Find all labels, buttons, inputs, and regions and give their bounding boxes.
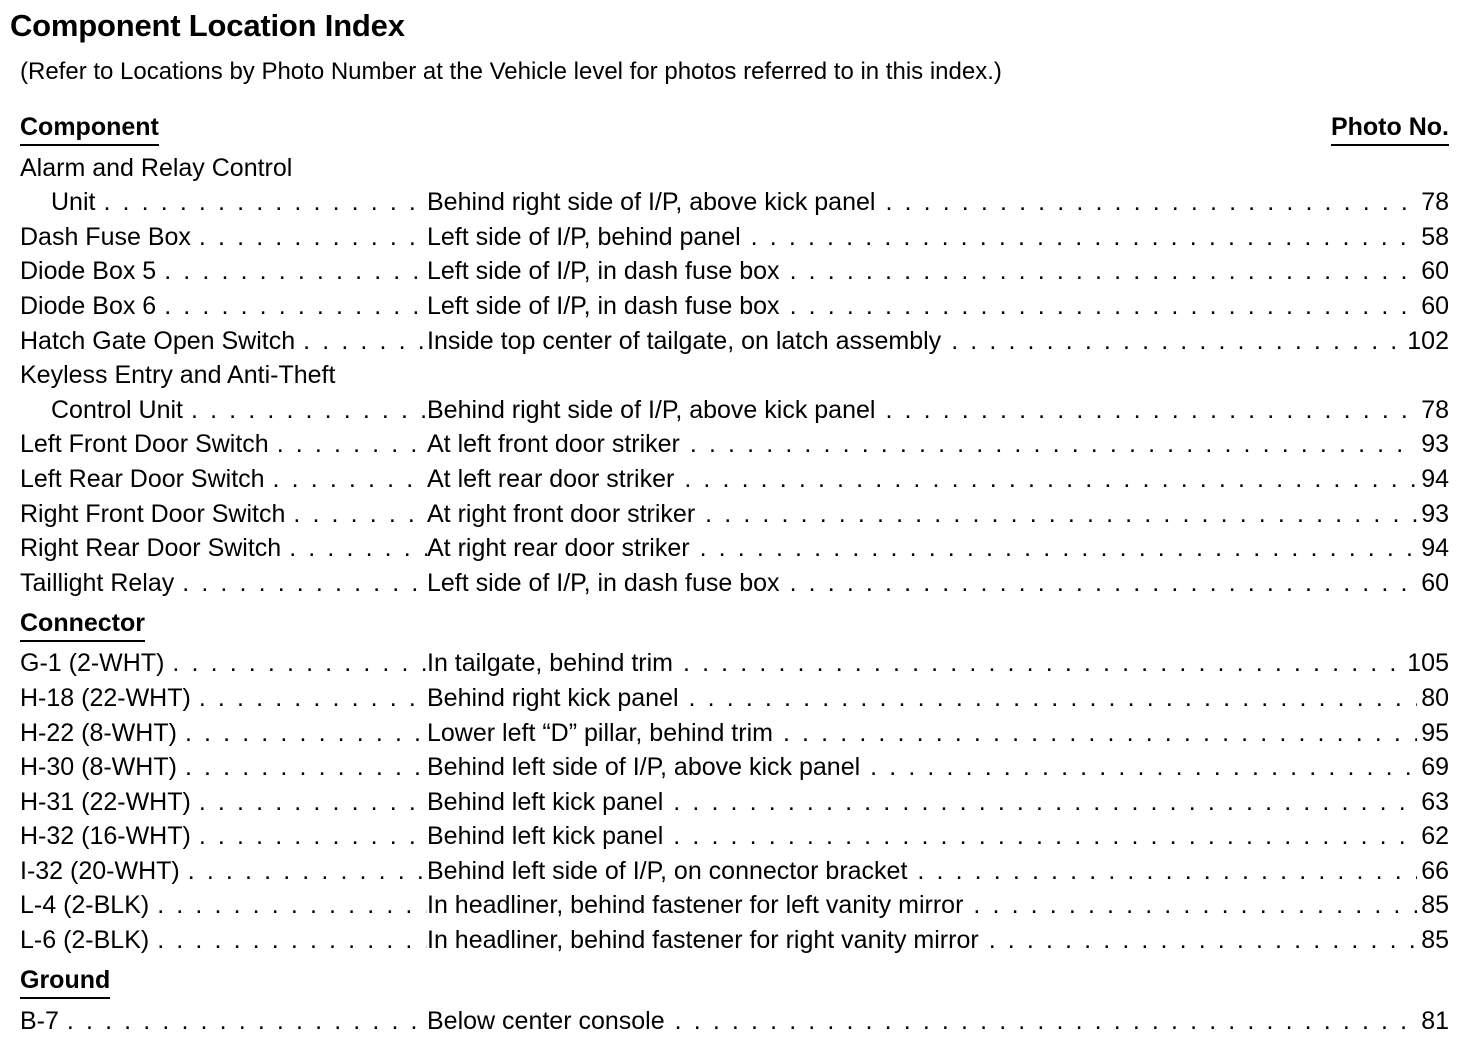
dot-leader xyxy=(790,568,1418,598)
location-text: At left front door striker xyxy=(427,430,680,459)
component-name: Diode Box 5 xyxy=(20,257,157,286)
component-list xyxy=(20,148,1449,598)
location-text: Behind right kick panel xyxy=(427,683,679,712)
component-name: Control Unit xyxy=(51,395,183,424)
location-cell xyxy=(427,683,1417,713)
dot-leader xyxy=(989,925,1418,955)
dot-leader xyxy=(157,925,427,955)
location-cell xyxy=(427,326,1403,356)
photo-number: 63 xyxy=(1421,787,1449,816)
dot-leader xyxy=(751,222,1418,252)
location-cell xyxy=(427,925,1417,955)
dot-leader xyxy=(199,222,427,252)
location-cell xyxy=(427,429,1417,459)
dot-leader xyxy=(951,326,1403,356)
list-item xyxy=(20,713,1449,748)
location-cell xyxy=(427,856,1417,886)
component-name: G-1 (2-WHT) xyxy=(20,649,165,678)
connector-header-row xyxy=(20,606,1449,644)
page-title: Component Location Index xyxy=(10,8,405,43)
photo-number: 85 xyxy=(1421,891,1449,920)
name-cell xyxy=(20,787,427,817)
component-name: H-30 (8-WHT) xyxy=(20,753,177,782)
location-text: At right front door striker xyxy=(427,499,696,528)
photo-number: 78 xyxy=(1421,395,1449,424)
location-cell xyxy=(427,187,1417,217)
dot-leader xyxy=(700,533,1418,563)
location-cell xyxy=(427,568,1417,598)
dot-leader xyxy=(885,187,1417,217)
location-cell xyxy=(427,648,1403,678)
list-item-heading-line xyxy=(20,148,1449,183)
location-text: Left side of I/P, in dash fuse box xyxy=(427,257,780,286)
name-cell xyxy=(20,256,427,286)
name-cell xyxy=(20,1006,427,1036)
component-name: Hatch Gate Open Switch xyxy=(20,326,296,355)
name-cell xyxy=(20,395,427,425)
component-name: Right Front Door Switch xyxy=(20,499,286,528)
dot-leader xyxy=(684,464,1417,494)
dot-leader xyxy=(917,856,1417,886)
connector-list xyxy=(20,644,1449,955)
location-cell xyxy=(427,499,1417,529)
list-item xyxy=(20,286,1449,321)
ground-heading: Ground xyxy=(20,963,110,999)
location-cell xyxy=(427,395,1417,425)
component-name-line1: Keyless Entry and Anti-Theft xyxy=(20,361,336,390)
name-cell xyxy=(20,718,427,748)
dot-leader xyxy=(289,533,427,563)
dot-leader xyxy=(273,464,427,494)
list-item xyxy=(20,217,1449,252)
name-cell xyxy=(20,925,427,955)
list-item xyxy=(20,529,1449,564)
name-cell xyxy=(20,326,427,356)
component-name: I-32 (20-WHT) xyxy=(20,856,180,885)
location-text: Left side of I/P, in dash fuse box xyxy=(427,291,780,320)
component-name: Left Front Door Switch xyxy=(20,430,269,459)
name-cell xyxy=(20,464,427,494)
list-item xyxy=(20,563,1449,598)
location-text: Below center console xyxy=(427,1006,665,1035)
dot-leader xyxy=(790,256,1418,286)
photo-number: 58 xyxy=(1421,222,1449,251)
dot-leader xyxy=(182,568,427,598)
component-name: H-32 (16-WHT) xyxy=(20,822,191,851)
dot-leader xyxy=(689,683,1418,713)
location-text: Behind left side of I/P, on connector bracket xyxy=(427,856,908,885)
location-text: Behind left kick panel xyxy=(427,787,664,816)
location-cell xyxy=(427,291,1417,321)
location-cell xyxy=(427,464,1417,494)
list-item xyxy=(20,886,1449,921)
ground-list xyxy=(20,1001,1449,1036)
photo-no-heading: Photo No. xyxy=(1331,110,1449,146)
component-name: Unit xyxy=(51,188,96,217)
location-text: At right rear door striker xyxy=(427,534,690,563)
page-subtitle: (Refer to Locations by Photo Number at the Vehicle level for photos referred to in this index.) xyxy=(20,58,1002,85)
list-item xyxy=(20,183,1449,218)
photo-number: 62 xyxy=(1421,822,1449,851)
list-item xyxy=(20,425,1449,460)
dot-leader xyxy=(188,856,427,886)
location-text: Behind right side of I/P, above kick panel xyxy=(427,395,876,424)
photo-number: 95 xyxy=(1421,718,1449,747)
location-text: Behind left side of I/P, above kick panel xyxy=(427,753,861,782)
location-cell xyxy=(427,1006,1417,1036)
location-text: In headliner, behind fastener for right vanity mirror xyxy=(427,926,979,955)
list-item xyxy=(20,644,1449,679)
component-heading: Component xyxy=(20,110,159,146)
location-index xyxy=(20,110,1449,1036)
list-item xyxy=(20,851,1449,886)
photo-number: 60 xyxy=(1421,568,1449,597)
list-item xyxy=(20,252,1449,287)
location-cell xyxy=(427,890,1417,920)
photo-number: 94 xyxy=(1421,534,1449,563)
name-cell xyxy=(20,821,427,851)
list-item xyxy=(20,494,1449,529)
dot-leader xyxy=(199,683,427,713)
photo-number: 69 xyxy=(1421,753,1449,782)
list-item xyxy=(20,817,1449,852)
list-item xyxy=(20,390,1449,425)
location-cell xyxy=(427,752,1417,782)
dot-leader xyxy=(303,326,427,356)
name-cell xyxy=(20,856,427,886)
component-name: H-18 (22-WHT) xyxy=(20,683,191,712)
component-name: L-4 (2-BLK) xyxy=(20,891,150,920)
dot-leader xyxy=(705,499,1417,529)
location-text: Left side of I/P, behind panel xyxy=(427,222,741,251)
dot-leader xyxy=(683,648,1403,678)
location-text: Inside top center of tailgate, on latch assembly xyxy=(427,326,942,355)
location-cell xyxy=(427,718,1417,748)
dot-leader xyxy=(191,395,427,425)
component-name: Taillight Relay xyxy=(20,568,175,597)
name-cell xyxy=(20,187,427,217)
component-header-row xyxy=(20,110,1449,148)
list-item xyxy=(20,920,1449,955)
list-item xyxy=(20,748,1449,783)
name-cell xyxy=(20,752,427,782)
dot-leader xyxy=(783,718,1417,748)
dot-leader xyxy=(673,821,1417,851)
component-name: L-6 (2-BLK) xyxy=(20,926,150,955)
dot-leader xyxy=(675,1006,1418,1036)
name-cell xyxy=(20,648,427,678)
dot-leader xyxy=(885,395,1417,425)
connector-heading: Connector xyxy=(20,606,145,642)
location-cell xyxy=(427,787,1417,817)
photo-number: 93 xyxy=(1421,499,1449,528)
component-name: B-7 xyxy=(20,1006,59,1035)
photo-number: 94 xyxy=(1421,464,1449,493)
component-name: H-31 (22-WHT) xyxy=(20,787,191,816)
dot-leader xyxy=(185,752,427,782)
component-name-line1: Alarm and Relay Control xyxy=(20,153,293,182)
name-cell xyxy=(20,533,427,563)
dot-leader xyxy=(157,890,427,920)
photo-number: 93 xyxy=(1421,430,1449,459)
component-name: Right Rear Door Switch xyxy=(20,534,282,563)
photo-number: 66 xyxy=(1421,856,1449,885)
ground-header-row xyxy=(20,963,1449,1001)
dot-leader xyxy=(870,752,1417,782)
location-text: Behind left kick panel xyxy=(427,822,664,851)
component-name: Dash Fuse Box xyxy=(20,222,191,251)
name-cell xyxy=(20,683,427,713)
dot-leader xyxy=(673,787,1417,817)
name-cell xyxy=(20,429,427,459)
component-name: Diode Box 6 xyxy=(20,291,157,320)
dot-leader xyxy=(277,429,427,459)
component-name: H-22 (8-WHT) xyxy=(20,718,177,747)
photo-number: 80 xyxy=(1421,683,1449,712)
dot-leader xyxy=(690,429,1417,459)
dot-leader xyxy=(185,718,427,748)
list-item xyxy=(20,782,1449,817)
location-text: Behind right side of I/P, above kick panel xyxy=(427,188,876,217)
dot-leader xyxy=(164,256,427,286)
name-cell xyxy=(20,568,427,598)
photo-number: 102 xyxy=(1407,326,1449,355)
location-cell xyxy=(427,256,1417,286)
list-item xyxy=(20,1001,1449,1036)
photo-number: 60 xyxy=(1421,257,1449,286)
location-text: Left side of I/P, in dash fuse box xyxy=(427,568,780,597)
location-text: At left rear door striker xyxy=(427,464,675,493)
dot-leader xyxy=(199,787,427,817)
dot-leader xyxy=(973,890,1417,920)
photo-number: 85 xyxy=(1421,926,1449,955)
list-item xyxy=(20,321,1449,356)
photo-number: 60 xyxy=(1421,291,1449,320)
name-cell xyxy=(20,222,427,252)
photo-number: 81 xyxy=(1421,1006,1449,1035)
list-item-heading-line xyxy=(20,356,1449,391)
location-cell xyxy=(427,533,1417,563)
location-cell xyxy=(427,821,1417,851)
dot-leader xyxy=(790,291,1418,321)
list-item xyxy=(20,678,1449,713)
component-name: Left Rear Door Switch xyxy=(20,464,265,493)
location-text: In headliner, behind fastener for left vanity mirror xyxy=(427,891,964,920)
location-text: In tailgate, behind trim xyxy=(427,649,673,678)
location-cell xyxy=(427,222,1417,252)
location-text: Lower left “D” pillar, behind trim xyxy=(427,718,773,747)
dot-leader xyxy=(164,291,427,321)
dot-leader xyxy=(172,648,427,678)
name-cell xyxy=(20,499,427,529)
dot-leader xyxy=(67,1006,427,1036)
name-cell xyxy=(20,890,427,920)
dot-leader xyxy=(293,499,427,529)
photo-number: 105 xyxy=(1407,649,1449,678)
photo-number: 78 xyxy=(1421,188,1449,217)
dot-leader xyxy=(103,187,427,217)
name-cell xyxy=(20,291,427,321)
list-item xyxy=(20,459,1449,494)
dot-leader xyxy=(199,821,427,851)
